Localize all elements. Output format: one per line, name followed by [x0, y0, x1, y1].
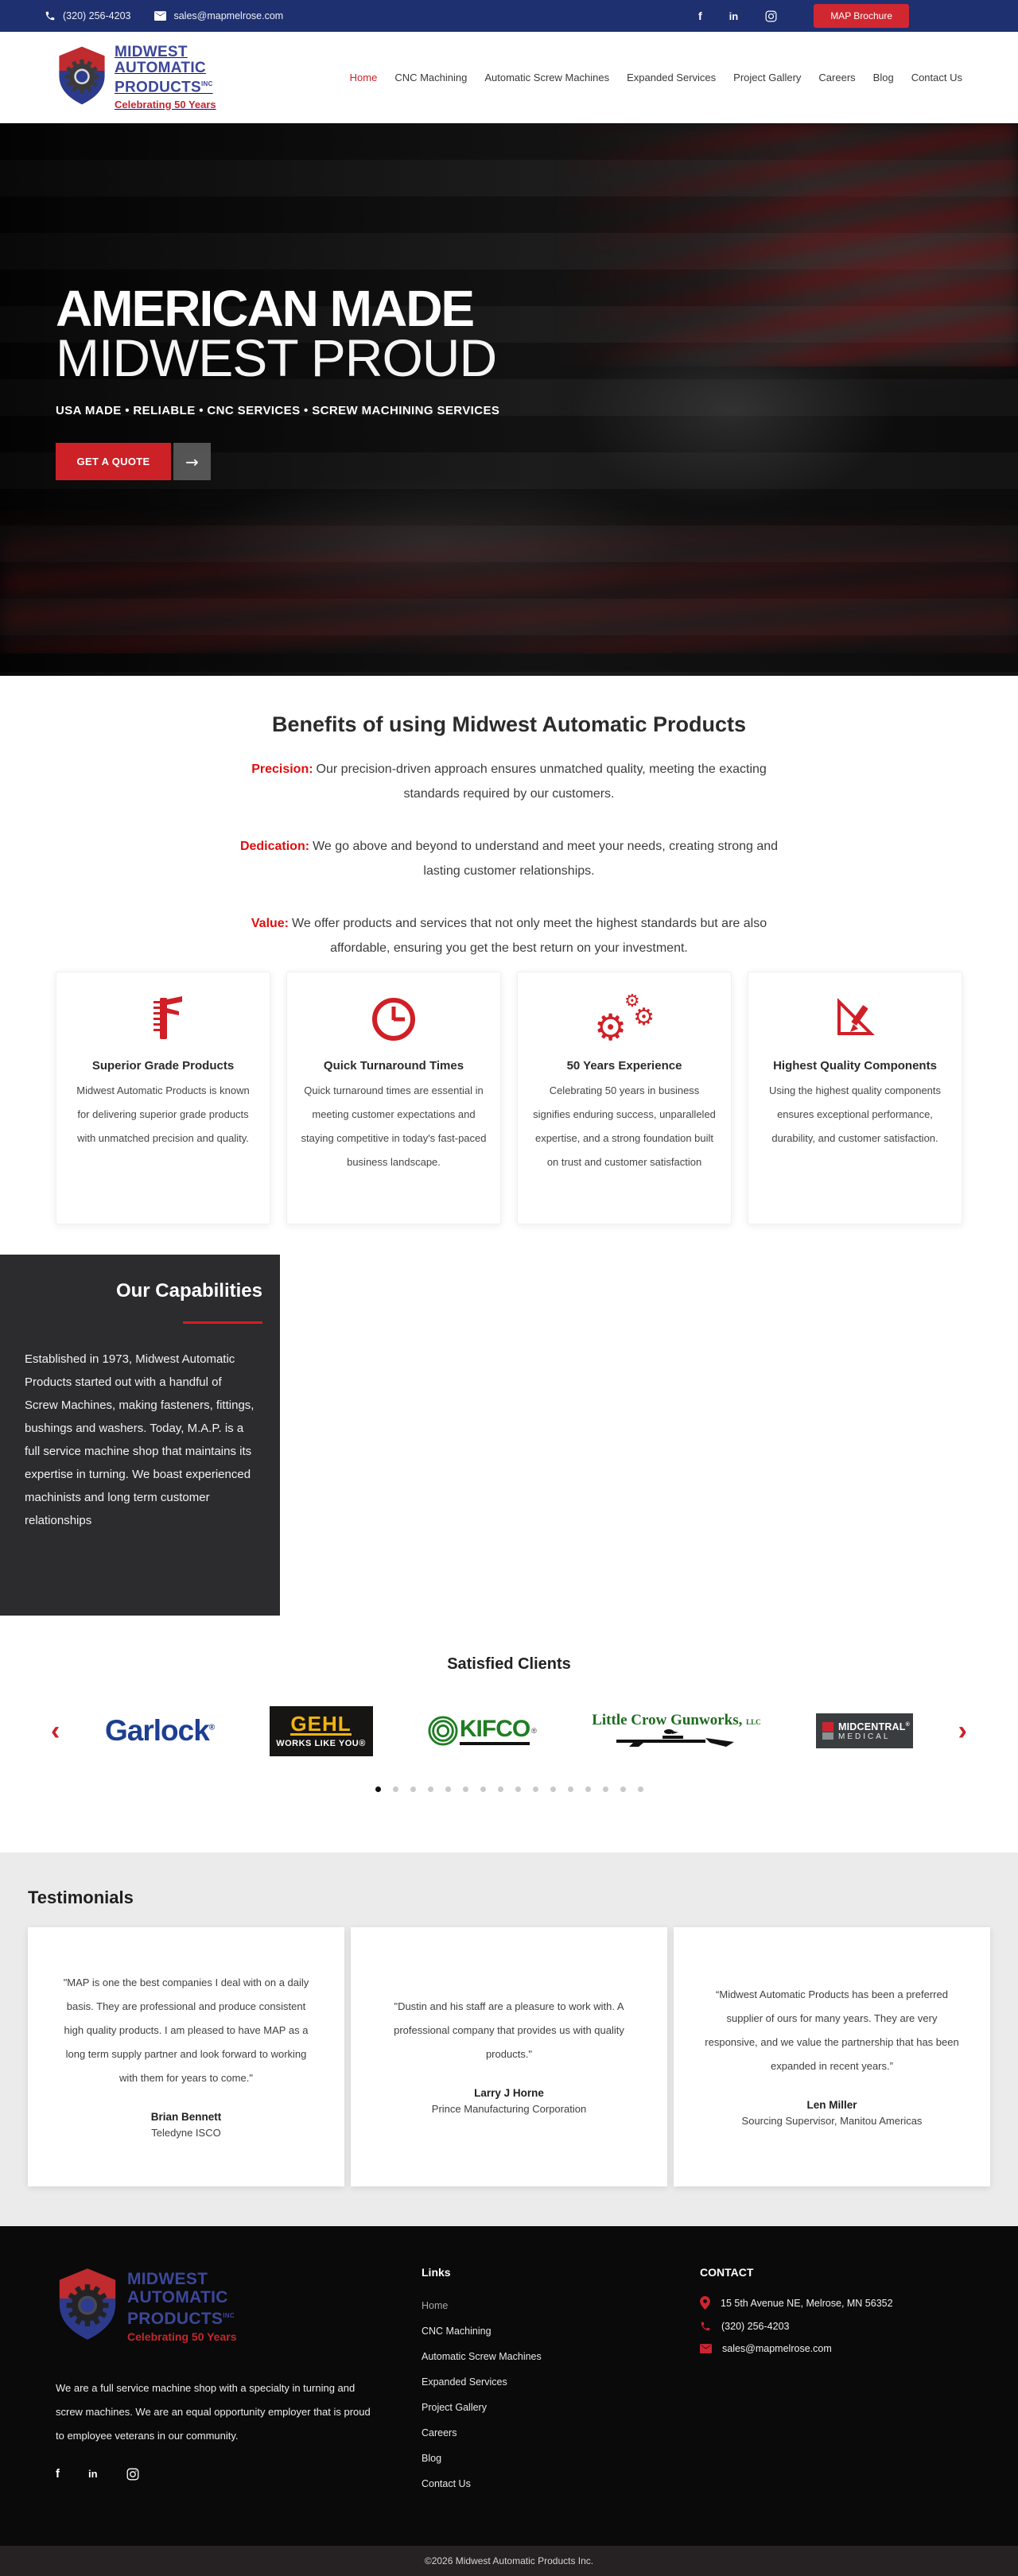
- topbar-phone[interactable]: [45, 10, 130, 21]
- benefit-value: [231, 911, 787, 960]
- copyright-text: ©2026 Midwest Automatic Products Inc.: [424, 2555, 594, 2566]
- carousel-dots: [0, 1787, 1018, 1792]
- logo-inc-suffix: INC: [201, 80, 213, 88]
- footer-link-automatic-screw-machines[interactable]: Automatic Screw Machines: [422, 2351, 542, 2362]
- email-icon: [154, 11, 166, 21]
- footer-address-row[interactable]: [700, 2296, 962, 2310]
- topbar-phone-number: (320) 256-4203: [63, 10, 131, 21]
- rifle-icon: [616, 1729, 736, 1747]
- logo-text-line3: PRODUCTS: [127, 2309, 223, 2328]
- linkedin-icon[interactable]: in: [729, 10, 739, 22]
- capabilities-section: [0, 1255, 1018, 1616]
- benefit-dedication: [231, 834, 787, 883]
- topbar-email[interactable]: [154, 10, 283, 21]
- instagram-icon[interactable]: [126, 2468, 139, 2481]
- caliper-icon: [69, 993, 257, 1046]
- nav-item-blog[interactable]: Blog: [872, 72, 894, 83]
- logo-tagline: Celebrating 50 Years: [127, 2330, 237, 2343]
- footer-links-list: [422, 2293, 628, 2496]
- client-logo-garlock: Garlock®: [105, 1714, 215, 1747]
- benefit-label-value: Value:: [251, 917, 289, 930]
- get-a-quote-button[interactable]: GET A QUOTE: [56, 443, 171, 480]
- benefits-section: [0, 676, 1018, 968]
- client-logo-gehl: GEHL WORKS LIKE YOU®: [270, 1706, 373, 1756]
- logo-text-line1: MIDWEST: [127, 2269, 208, 2288]
- capabilities-text: Established in 1973, Midwest Automatic Products started out with a handful of Screw Machines, making fasteners, fittings, bushings and washers. Today, M.A.P. is a full service machine shop that maintains its expertise in turning. We boast experienced machinists and long term customer relationships: [25, 1352, 254, 1527]
- nav-item-project-gallery[interactable]: Project Gallery: [733, 72, 802, 83]
- hero-subtitle: USA MADE • RELIABLE • CNC SERVICES • SCREW MACHINING SERVICES: [56, 404, 500, 417]
- topbar-email-address: sales@mapmelrose.com: [173, 10, 284, 21]
- feature-card-50-years: [517, 972, 732, 1224]
- feature-card-title: 50 Years Experience: [566, 1059, 682, 1073]
- logo-text-line3: PRODUCTS: [115, 79, 202, 96]
- nav-item-expanded-services[interactable]: Expanded Services: [627, 72, 717, 83]
- nav-links: [350, 72, 962, 83]
- logo-text-line2: AUTOMATIC: [115, 60, 206, 77]
- carousel-dot[interactable]: [393, 1787, 398, 1792]
- client-logo-midcentral-medical: MIDCENTRAL® MEDICAL: [816, 1713, 913, 1748]
- instagram-icon[interactable]: [765, 10, 777, 22]
- carousel-next-button[interactable]: [955, 1717, 970, 1744]
- feature-card-quick-turnaround: [286, 972, 501, 1224]
- carousel-dot[interactable]: [638, 1787, 643, 1792]
- footer-about-text: We are a full service machine shop with a specialty in turning and screw machines. We are an equal opportunity employer that is proud to employee veterans in our community.: [56, 2382, 371, 2442]
- testimonial-quote: “Midwest Automatic Products has been a preferred supplier of ours for many years. They are very responsive, and we value the partnership that has been expanded in recent years.”: [705, 1988, 959, 2072]
- footer-email: sales@mapmelrose.com: [722, 2343, 832, 2354]
- carousel-prev-button[interactable]: [48, 1717, 63, 1744]
- ruler-pencil-icon: [761, 993, 949, 1046]
- testimonial-company: Teledyne ISCO: [151, 2126, 221, 2139]
- logo-text-line1: MIDWEST: [115, 44, 188, 61]
- carousel-dot[interactable]: [463, 1787, 468, 1792]
- footer-links-heading: Links: [422, 2266, 451, 2279]
- gears-icon: ⚙ ⚙ ⚙: [594, 991, 655, 1049]
- footer-phone: (320) 256-4203: [721, 2321, 790, 2332]
- feature-card-title: Superior Grade Products: [91, 1059, 235, 1073]
- client-logo-row: [63, 1697, 954, 1764]
- logo-inc-suffix: INC: [223, 2311, 235, 2319]
- main-navigation: [0, 32, 1018, 123]
- arrow-right-icon: →: [185, 452, 199, 471]
- footer-link-cnc-machining[interactable]: CNC Machining: [422, 2326, 492, 2337]
- carousel-dot[interactable]: [445, 1787, 451, 1792]
- nav-item-contact-us[interactable]: Contact Us: [911, 72, 962, 83]
- testimonial-name: Brian Bennett: [150, 2110, 222, 2123]
- logo-tagline: Celebrating 50 Years: [115, 98, 216, 111]
- testimonial-company: Sourcing Supervisor, Manitou Americas: [741, 2114, 923, 2127]
- flag-overlay-bottom: [0, 505, 1018, 654]
- logo-text-line2: AUTOMATIC: [127, 2287, 228, 2306]
- carousel-dot[interactable]: [428, 1787, 433, 1792]
- testimonial-name: Len Miller: [806, 2098, 857, 2111]
- copyright-bar: [0, 2546, 1018, 2576]
- linkedin-icon[interactable]: in: [88, 2468, 98, 2480]
- footer-contact-heading: CONTACT: [700, 2266, 754, 2279]
- carousel-dot[interactable]: [498, 1787, 503, 1792]
- testimonial-quote: "Dustin and his staff are a pleasure to work with. A professional company that provides us with quality products.": [394, 2000, 624, 2060]
- testimonial-card: [674, 1927, 990, 2186]
- footer-phone-row[interactable]: [700, 2321, 962, 2332]
- testimonial-name: Larry J Horne: [474, 2086, 544, 2099]
- carousel-dot[interactable]: [585, 1787, 591, 1792]
- benefits-heading: Benefits of using Midwest Automatic Products: [271, 712, 747, 736]
- nav-item-automatic-screw-machines[interactable]: Automatic Screw Machines: [484, 72, 610, 83]
- carousel-dot[interactable]: [568, 1787, 573, 1792]
- benefit-label-precision: Precision:: [251, 762, 313, 776]
- testimonials-section: [0, 1852, 1018, 2226]
- carousel-dot[interactable]: [620, 1787, 626, 1792]
- feature-card-text: Quick turnaround times are essential in meeting customer expectations and staying competitive in today's fast-paced business landscape.: [301, 1084, 487, 1168]
- clock-icon: [300, 993, 488, 1046]
- testimonial-company: Prince Manufacturing Corporation: [431, 2102, 587, 2115]
- carousel-dot[interactable]: [603, 1787, 608, 1792]
- phone-icon: [45, 10, 56, 21]
- benefit-text-dedication: We go above and beyond to understand and meet your needs, creating strong and lasting customer relationships.: [313, 840, 779, 878]
- footer-link-home[interactable]: Home: [422, 2300, 449, 2311]
- facebook-icon[interactable]: f: [56, 2467, 60, 2481]
- feature-card-title: Highest Quality Components: [773, 1059, 937, 1073]
- map-brochure-button[interactable]: MAP Brochure: [814, 4, 909, 28]
- footer-link-expanded-services[interactable]: Expanded Services: [422, 2376, 507, 2388]
- capabilities-heading: Our Capabilities: [115, 1280, 262, 1302]
- midcentral-mark-icon: [822, 1722, 833, 1740]
- footer-email-row[interactable]: [700, 2343, 962, 2354]
- testimonials-heading: Testimonials: [28, 1887, 134, 1907]
- clients-heading: Satisfied Clients: [447, 1655, 571, 1673]
- footer-link-blog[interactable]: Blog: [422, 2453, 442, 2464]
- carousel-dot[interactable]: [410, 1787, 416, 1792]
- feature-cards-section: [0, 968, 1018, 1255]
- feature-card-superior-grade: [56, 972, 270, 1224]
- benefit-precision: [231, 757, 787, 806]
- hero-section: [0, 123, 1018, 676]
- feature-card-title: Quick Turnaround Times: [323, 1059, 464, 1073]
- red-divider: [183, 1321, 262, 1324]
- chevron-left-icon: ‹: [51, 1716, 60, 1746]
- nav-item-cnc-machining[interactable]: CNC Machining: [394, 72, 468, 83]
- feature-card-highest-quality: [748, 972, 962, 1224]
- logo-shield-gear-icon: [56, 45, 108, 111]
- carousel-dot[interactable]: [375, 1787, 381, 1792]
- carousel-dot[interactable]: [480, 1787, 486, 1792]
- benefit-text-value: We offer products and services that not only meet the highest standards but are also affordable, ensuring you get the best return on your investment.: [292, 917, 767, 955]
- feature-card-text: Using the highest quality components ensures exceptional performance, durability, and customer satisfaction.: [768, 1084, 942, 1144]
- footer-link-project-gallery[interactable]: Project Gallery: [422, 2402, 487, 2413]
- envelope-icon: [700, 2344, 712, 2353]
- phone-icon: [700, 2321, 711, 2332]
- nav-item-careers[interactable]: Careers: [818, 72, 856, 83]
- testimonial-quote: "MAP is one the best companies I deal with on a daily basis. They are professional and produce consistent high quality products. I am pleased to have MAP as a long term supply partner and look forward to working with them for years to come.": [63, 1976, 309, 2084]
- top-bar: [0, 0, 1018, 32]
- arrow-right-button[interactable]: [173, 443, 211, 480]
- hero-title-line2: MIDWEST PROUD: [56, 328, 497, 387]
- carousel-dot[interactable]: [550, 1787, 556, 1792]
- client-logo-little-crow-gunworks: Little Crow Gunworks, LLC: [592, 1712, 760, 1751]
- testimonial-card: [28, 1927, 344, 2186]
- clients-section: [0, 1616, 1018, 1852]
- logo-shield-gear-icon: [56, 2266, 119, 2346]
- feature-card-text: Celebrating 50 years in business signifies enduring success, unparalleled expertise, and a strong foundation built on trust and customer satisfaction: [533, 1084, 716, 1168]
- testimonial-card: [351, 1927, 667, 2186]
- carousel-dot[interactable]: [533, 1787, 538, 1792]
- location-pin-icon: [700, 2296, 710, 2310]
- footer: [0, 2226, 1018, 2546]
- carousel-dot[interactable]: [515, 1787, 521, 1792]
- footer-address: 15 5th Avenue NE, Melrose, MN 56352: [721, 2297, 893, 2309]
- benefit-label-dedication: Dedication:: [239, 840, 310, 853]
- nav-item-home[interactable]: Home: [349, 72, 378, 83]
- feature-card-text: Midwest Automatic Products is known for delivering superior grade products with unmatched precision and quality.: [76, 1084, 250, 1144]
- footer-link-careers[interactable]: Careers: [422, 2427, 457, 2438]
- client-logo-kifco: KIFCO ®: [428, 1716, 537, 1746]
- footer-link-contact-us[interactable]: Contact Us: [422, 2478, 471, 2489]
- chevron-right-icon: ›: [958, 1716, 967, 1746]
- benefit-text-precision: Our precision-driven approach ensures unmatched quality, meeting the exacting standards required by our customers.: [316, 762, 767, 801]
- company-logo[interactable]: [56, 45, 216, 111]
- capabilities-box: [0, 1255, 280, 1616]
- facebook-icon[interactable]: f: [697, 10, 702, 22]
- footer-logo: [56, 2266, 374, 2346]
- hero-title-line1: AMERICAN MADE: [56, 280, 474, 337]
